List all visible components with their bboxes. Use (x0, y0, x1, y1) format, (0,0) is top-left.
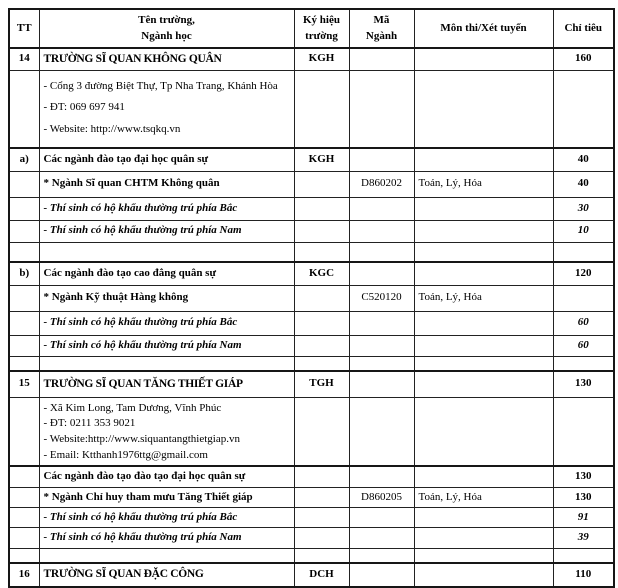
cell-major-code (349, 220, 414, 242)
cell-note-name: - Thí sinh có hộ khẩu thường trú phía Bắc (39, 311, 294, 335)
col-header-code-line1: Ký hiệu (303, 14, 340, 27)
col-header-school-line2: Ngành học (141, 29, 192, 42)
cell-major-code (349, 397, 414, 466)
cell-empty (414, 242, 553, 262)
table-row-empty (9, 549, 614, 563)
cell-subjects (414, 70, 553, 148)
cell-empty (349, 356, 414, 371)
cell-section-name: Các ngành đào tạo cao đẳng quân sự (39, 262, 294, 285)
cell-school-code (294, 335, 349, 356)
col-header-major-code (349, 9, 414, 48)
cell-subjects (414, 262, 553, 285)
table-row-school-14 (9, 48, 614, 70)
cell-contact-info (39, 397, 294, 466)
cell-tt (9, 335, 39, 356)
table-row-note (9, 508, 614, 528)
cell-major-name: * Ngành Sĩ quan CHTM Không quân (39, 171, 294, 197)
cell-major-code (349, 262, 414, 285)
cell-subjects (414, 335, 553, 356)
cell-tt (9, 311, 39, 335)
cell-empty (9, 356, 39, 371)
cell-tt (9, 488, 39, 508)
table-row-note (9, 335, 614, 356)
cell-tt (9, 466, 39, 488)
table-row-school-16 (9, 563, 614, 587)
cell-subjects (414, 528, 553, 549)
cell-note-name: - Thí sinh có hộ khẩu thường trú phía Nam (39, 220, 294, 242)
cell-quota: 160 (553, 48, 614, 70)
cell-major-code (349, 197, 414, 220)
cell-major-code (349, 528, 414, 549)
col-header-school-line1: Tên trường, (138, 14, 195, 27)
cell-school-code (294, 397, 349, 466)
cell-tt: b) (9, 262, 39, 285)
table-row-major (9, 171, 614, 197)
cell-quota: 60 (553, 311, 614, 335)
cell-empty (349, 549, 414, 563)
col-header-code-line2: trường (305, 29, 338, 42)
cell-quota: 10 (553, 220, 614, 242)
cell-quota (553, 70, 614, 148)
cell-major-code: C520120 (349, 285, 414, 311)
cell-empty (294, 356, 349, 371)
contact-website: - Website: http://www.tsqkq.vn (43, 123, 181, 135)
table-row-school-15 (9, 371, 614, 397)
cell-subjects (414, 466, 553, 488)
cell-quota: 130 (553, 371, 614, 397)
cell-school-name: TRƯỜNG SĨ QUAN KHÔNG QUÂN (39, 48, 294, 70)
cell-empty (553, 356, 614, 371)
contact-address: - Xã Kim Long, Tam Dương, Vĩnh Phúc (43, 401, 222, 414)
cell-major-code (349, 371, 414, 397)
cell-school-code (294, 70, 349, 148)
cell-subjects: Toán, Lý, Hóa (414, 285, 553, 311)
cell-major-code (349, 508, 414, 528)
cell-school-code: KGH (294, 48, 349, 70)
cell-school-code: KGH (294, 148, 349, 171)
contact-address: - Cổng 3 đường Biệt Thự, Tp Nha Trang, Khánh Hòa (43, 79, 278, 92)
table-row-note (9, 197, 614, 220)
cell-major-code (349, 48, 414, 70)
col-header-major-code-line2: Ngành (365, 29, 398, 42)
cell-subjects (414, 220, 553, 242)
cell-major-code (349, 335, 414, 356)
table-row-note (9, 220, 614, 242)
contact-phone: - ĐT: 0211 353 9021 (43, 417, 136, 430)
cell-subjects (414, 563, 553, 587)
col-header-quota: Chỉ tiêu (553, 9, 614, 48)
cell-empty (9, 549, 39, 563)
cell-major-code: D860202 (349, 171, 414, 197)
cell-tt (9, 285, 39, 311)
cell-subjects (414, 48, 553, 70)
cell-tt: 15 (9, 371, 39, 397)
cell-empty (39, 356, 294, 371)
table-row-empty (9, 356, 614, 371)
cell-quota: 39 (553, 528, 614, 549)
cell-subjects (414, 311, 553, 335)
col-header-tt: TT (9, 9, 39, 48)
cell-major-code: D860205 (349, 488, 414, 508)
cell-subjects (414, 508, 553, 528)
cell-tt: a) (9, 148, 39, 171)
col-header-code (294, 9, 349, 48)
cell-school-code: KGC (294, 262, 349, 285)
cell-school-code (294, 466, 349, 488)
cell-major-name: * Ngành Kỹ thuật Hàng không (39, 285, 294, 311)
cell-subjects: Toán, Lý, Hóa (414, 488, 553, 508)
cell-school-code (294, 311, 349, 335)
cell-empty (349, 242, 414, 262)
table-row-section-15 (9, 466, 614, 488)
cell-note-name: - Thí sinh có hộ khẩu thường trú phía Nam (39, 335, 294, 356)
cell-section-name: Các ngành đào tạo đại học quân sự (39, 148, 294, 171)
cell-quota: 110 (553, 563, 614, 587)
col-header-major-code-line1: Mã (373, 14, 390, 27)
cell-quota: 130 (553, 466, 614, 488)
cell-empty (553, 242, 614, 262)
cell-school-code (294, 171, 349, 197)
cell-tt (9, 508, 39, 528)
cell-quota: 60 (553, 335, 614, 356)
table-row-section-a (9, 148, 614, 171)
cell-tt (9, 220, 39, 242)
cell-quota: 120 (553, 262, 614, 285)
cell-subjects (414, 148, 553, 171)
table-row-contact-14 (9, 70, 614, 148)
cell-major-code (349, 311, 414, 335)
contact-website: - Website:http://www.siquantangthietgiap.vn (43, 433, 240, 445)
col-header-subjects: Môn thi/Xét tuyển (414, 9, 553, 48)
table-row-contact-15 (9, 397, 614, 466)
cell-major-code (349, 70, 414, 148)
cell-major-code (349, 466, 414, 488)
cell-note-name: - Thí sinh có hộ khẩu thường trú phía Nam (39, 528, 294, 549)
table-header-row (9, 9, 614, 48)
cell-quota: 40 (553, 171, 614, 197)
cell-empty (553, 549, 614, 563)
cell-empty (39, 242, 294, 262)
cell-empty (414, 549, 553, 563)
table-row-note (9, 528, 614, 549)
table-row-section-b (9, 262, 614, 285)
cell-note-name: - Thí sinh có hộ khẩu thường trú phía Bắc (39, 197, 294, 220)
cell-school-code (294, 488, 349, 508)
table-row-empty (9, 242, 614, 262)
cell-school-code (294, 285, 349, 311)
cell-subjects: Toán, Lý, Hóa (414, 171, 553, 197)
cell-quota: 40 (553, 148, 614, 171)
cell-tt (9, 70, 39, 148)
cell-empty (294, 549, 349, 563)
cell-empty (294, 242, 349, 262)
cell-quota (553, 397, 614, 466)
cell-school-code (294, 528, 349, 549)
cell-tt (9, 197, 39, 220)
table-row-major (9, 285, 614, 311)
cell-tt (9, 171, 39, 197)
table-row-note (9, 311, 614, 335)
cell-contact-info (39, 70, 294, 148)
cell-empty (9, 242, 39, 262)
contact-phone: - ĐT: 069 697 941 (43, 101, 125, 114)
cell-tt: 16 (9, 563, 39, 587)
cell-subjects (414, 397, 553, 466)
cell-school-name: TRƯỜNG SĨ QUAN TĂNG THIẾT GIÁP (39, 371, 294, 397)
cell-tt (9, 397, 39, 466)
cell-empty (39, 549, 294, 563)
cell-major-code (349, 563, 414, 587)
col-header-school (39, 9, 294, 48)
cell-section-name: Các ngành đào tạo đào tạo đại học quân sự (39, 466, 294, 488)
cell-school-code (294, 508, 349, 528)
cell-major-code (349, 148, 414, 171)
cell-school-code (294, 197, 349, 220)
cell-school-code (294, 220, 349, 242)
cell-tt: 14 (9, 48, 39, 70)
admissions-table (8, 8, 615, 588)
cell-tt (9, 528, 39, 549)
contact-email: - Email: Ktthanh1976ttg@gmail.com (43, 448, 208, 461)
cell-subjects (414, 371, 553, 397)
cell-school-code: DCH (294, 563, 349, 587)
cell-quota: 91 (553, 508, 614, 528)
cell-school-code: TGH (294, 371, 349, 397)
cell-major-name: * Ngành Chỉ huy tham mưu Tăng Thiết giáp (39, 488, 294, 508)
cell-quota: 130 (553, 488, 614, 508)
cell-quota: 30 (553, 197, 614, 220)
cell-subjects (414, 197, 553, 220)
cell-school-name: TRƯỜNG SĨ QUAN ĐẶC CÔNG (39, 563, 294, 587)
table-row-major (9, 488, 614, 508)
cell-empty (414, 356, 553, 371)
cell-note-name: - Thí sinh có hộ khẩu thường trú phía Bắc (39, 508, 294, 528)
cell-quota (553, 285, 614, 311)
